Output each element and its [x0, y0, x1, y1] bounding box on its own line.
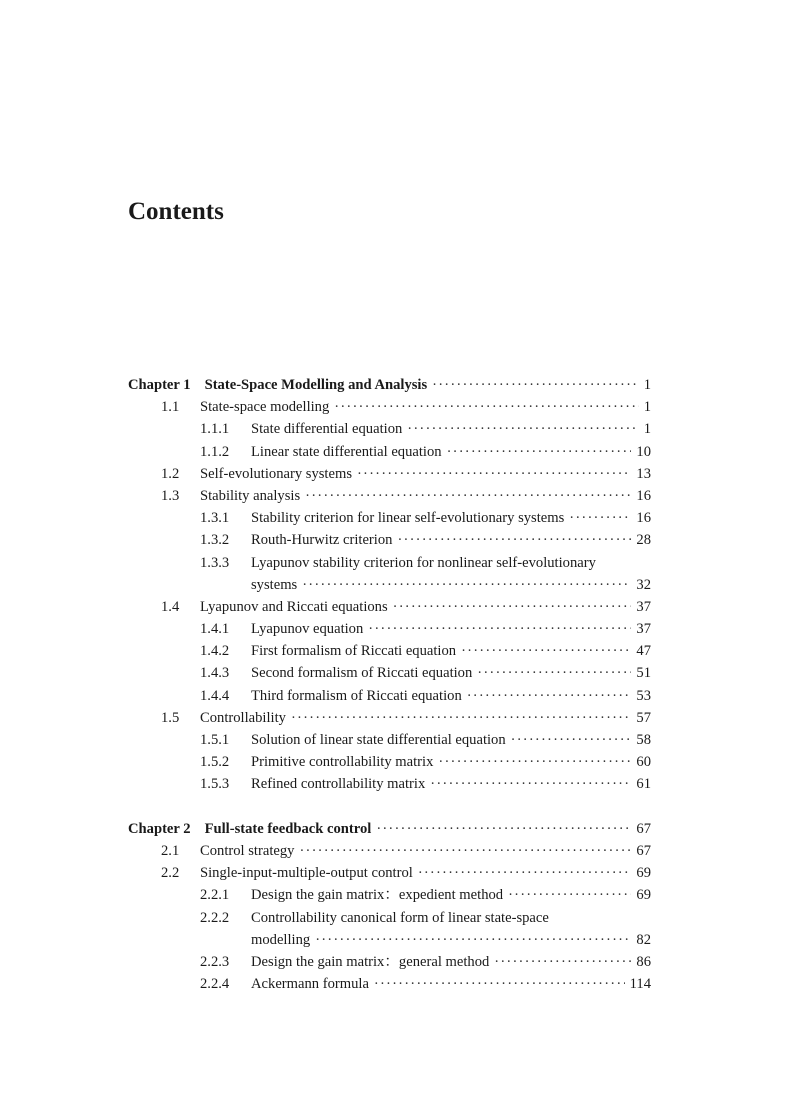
entry-page-number: 47 [636, 643, 651, 660]
dot-leader [299, 840, 631, 862]
dot-leader [511, 729, 632, 751]
entry-page-number: 32 [636, 576, 651, 593]
entry-number: 1.1 [161, 399, 180, 416]
entry-number: 1.4.3 [200, 665, 230, 682]
table-of-contents [128, 374, 651, 995]
entry-title: Design the gain matrix：expedient method [251, 887, 504, 904]
dot-leader [291, 707, 631, 729]
entry-number: 1.3 [161, 487, 180, 504]
dot-leader [438, 751, 631, 773]
toc-entry[interactable] [128, 596, 651, 618]
entry-title: Stability analysis [200, 487, 301, 504]
entry-number: 2.1 [161, 842, 180, 859]
entry-title: Lyapunov stability criterion for nonlinear self-evolutionary [251, 554, 596, 571]
entry-page-number: 61 [636, 776, 651, 793]
entry-title-continuation: systems [251, 576, 298, 593]
entry-number: 2.2.4 [200, 976, 230, 993]
toc-entry[interactable] [128, 907, 651, 929]
entry-page-number: 28 [636, 532, 651, 549]
entry-title: State-space modelling [200, 399, 330, 416]
entry-number: Chapter 2 [128, 820, 191, 837]
entry-title-continuation: modelling [251, 931, 311, 948]
entry-number: 1.3.1 [200, 510, 230, 527]
entry-title: Refined controllability matrix [251, 776, 426, 793]
entry-title: Ackermann formula [251, 976, 369, 993]
entry-number: 1.4 [161, 598, 180, 615]
dot-leader [357, 463, 631, 485]
entry-title: First formalism of Riccati equation [251, 643, 457, 660]
entry-number: 1.1.1 [200, 421, 230, 438]
entry-title: Control strategy [200, 842, 295, 859]
entry-number: 1.4.1 [200, 621, 230, 638]
dot-leader [461, 640, 631, 662]
toc-entry[interactable] [128, 751, 651, 773]
entry-title: State-Space Modelling and Analysis [204, 377, 428, 393]
dot-leader [305, 485, 631, 507]
entry-number: 1.4.4 [200, 687, 230, 704]
entry-number: 1.2 [161, 465, 180, 482]
entry-page-number: 53 [636, 687, 651, 704]
entry-title: Full-state feedback control [204, 820, 372, 837]
entry-title: Lyapunov equation [251, 621, 364, 638]
toc-entry[interactable] [128, 507, 651, 529]
entry-title: Self-evolutionary systems [200, 465, 352, 482]
entry-page-number: 1 [643, 399, 651, 416]
entry-title: Stability criterion for linear self-evolutionary systems [251, 510, 565, 527]
entry-number: 1.5 [161, 709, 180, 726]
toc-entry[interactable] [128, 707, 651, 729]
dot-leader [477, 662, 631, 684]
entry-number: 2.2.3 [200, 953, 230, 970]
dot-leader [494, 951, 631, 973]
entry-page-number: 1 [643, 421, 651, 438]
entry-title: Single-input-multiple-output control [200, 865, 413, 882]
toc-entry[interactable] [128, 729, 651, 751]
entry-page-number: 69 [636, 865, 651, 882]
entry-title: Linear state differential equation [251, 443, 442, 460]
dot-leader [302, 574, 631, 596]
entry-number: 1.1.2 [200, 443, 230, 460]
dot-leader [368, 618, 631, 640]
page-title: Contents [128, 198, 224, 225]
entry-page-number: 16 [636, 510, 651, 527]
toc-entry[interactable] [128, 884, 651, 906]
entry-title: Third formalism of Riccati equation [251, 687, 462, 704]
dot-leader [467, 685, 632, 707]
entry-title: Second formalism of Riccati equation [251, 665, 473, 682]
entry-number: 1.3.2 [200, 532, 230, 549]
toc-entry[interactable] [128, 396, 651, 418]
entry-title: Lyapunov and Riccati equations [200, 598, 388, 615]
entry-page-number: 69 [636, 887, 651, 904]
dot-leader [418, 862, 632, 884]
entry-title: Solution of linear state differential equation [251, 732, 506, 748]
toc-entry[interactable] [128, 862, 651, 884]
entry-page-number: 1 [643, 377, 651, 393]
dot-leader [374, 973, 625, 995]
toc-entry[interactable] [128, 552, 651, 574]
entry-page-number: 114 [629, 976, 651, 993]
toc-spacer [128, 796, 651, 818]
dot-leader [393, 596, 632, 618]
entry-page-number: 10 [636, 443, 651, 460]
entry-number: 2.2.2 [200, 909, 230, 926]
toc-entry[interactable] [128, 973, 651, 995]
dot-leader [334, 396, 638, 418]
toc-entry[interactable] [128, 840, 651, 862]
entry-page-number: 82 [636, 931, 651, 948]
toc-entry[interactable] [128, 662, 651, 684]
entry-number: 1.3.3 [200, 554, 230, 571]
dot-leader [447, 441, 632, 463]
entry-number: 1.5.1 [200, 732, 230, 748]
entry-number: 1.4.2 [200, 643, 230, 660]
dot-leader [407, 418, 638, 440]
dot-leader [315, 929, 631, 951]
toc-chapter-entry[interactable] [128, 818, 651, 840]
entry-number: 1.5.2 [200, 754, 230, 771]
dot-leader [376, 818, 631, 840]
entry-page-number: 57 [636, 709, 651, 726]
toc-entry[interactable] [128, 529, 651, 551]
toc-entry[interactable] [128, 640, 651, 662]
entry-page-number: 37 [636, 621, 651, 638]
dot-leader [430, 773, 631, 795]
toc-entry-continuation[interactable] [128, 574, 651, 596]
entry-title: State differential equation [251, 421, 403, 438]
entry-number: Chapter 1 [128, 377, 191, 393]
toc-entry[interactable] [128, 441, 651, 463]
entry-title: Routh-Hurwitz criterion [251, 532, 393, 549]
entry-number: 2.2.1 [200, 887, 230, 904]
dot-leader [397, 529, 631, 551]
entry-title: Controllability canonical form of linear state-space [251, 909, 549, 926]
dot-leader [508, 884, 631, 906]
dot-leader [569, 507, 631, 529]
entry-page-number: 13 [636, 465, 651, 482]
toc-chapter-entry[interactable] [128, 374, 651, 396]
entry-title: Primitive controllability matrix [251, 754, 434, 771]
toc-entry[interactable] [128, 773, 651, 795]
entry-page-number: 37 [636, 598, 651, 615]
entry-page-number: 67 [636, 842, 651, 859]
entry-number: 1.5.3 [200, 776, 230, 793]
toc-entry-continuation[interactable] [128, 929, 651, 951]
entry-title: Controllability [200, 709, 286, 726]
entry-page-number: 60 [636, 754, 651, 771]
toc-entry[interactable] [128, 951, 651, 973]
toc-entry[interactable] [128, 685, 651, 707]
toc-entry[interactable] [128, 463, 651, 485]
entry-page-number: 16 [636, 487, 651, 504]
entry-page-number: 51 [636, 665, 651, 682]
dot-leader [432, 374, 639, 396]
entry-title: Design the gain matrix：general method [251, 953, 490, 970]
entry-number: 2.2 [161, 865, 180, 882]
toc-entry[interactable] [128, 418, 651, 440]
entry-page-number: 86 [636, 953, 651, 970]
toc-entry[interactable] [128, 485, 651, 507]
entry-page-number: 67 [636, 820, 651, 837]
entry-page-number: 58 [636, 732, 651, 748]
toc-entry[interactable] [128, 618, 651, 640]
